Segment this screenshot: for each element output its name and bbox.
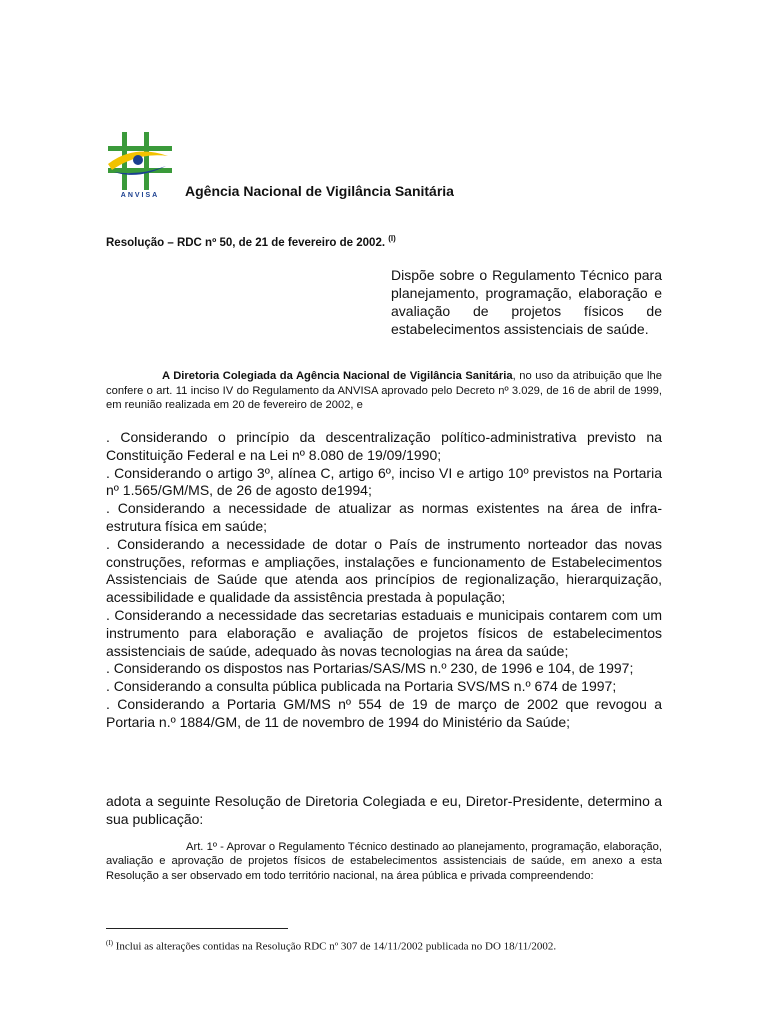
anvisa-cross-icon: [104, 130, 176, 192]
adota-paragraph: adota a seguinte Resolução de Diretoria Colegiada e eu, Diretor-Presidente, determino a sua publicação:: [106, 793, 662, 827]
preamble-bold: A Diretoria Colegiada da Agência Nacional de Vigilância Sanitária: [162, 370, 513, 382]
ementa: Dispõe sobre o Regulamento Técnico para planejamento, programação, elaboração e avaliação de projetos físicos de estabelecimentos assistenciais de saúde.: [391, 267, 662, 337]
resolution-title-text: Resolução – RDC nº 50, de 21 de fevereiro de 2002.: [106, 236, 386, 249]
footnote-text: Inclui as alterações contidas na Resolução RDC nº 307 de 14/11/2002 publicada no DO 18/11/2002.: [113, 940, 557, 953]
considerando-item: . Considerando a consulta pública publicada na Portaria SVS/MS n.º 674 de 1997;: [106, 678, 617, 695]
considerando-item: . Considerando o artigo 3º, alínea C, artigo 6º, inciso VI e artigo 10º previstos na Portaria nº 1.565/GM/MS, de 26 de agosto de1994;: [106, 464, 662, 499]
considerando-item: . Considerando a necessidade de dotar o País de instrumento norteador das novas construções, reformas e ampliações, instalações e funcionamento de Estabelecimentos Assistenciais de Saúde que atenda aos princípios de regionalização, hierarquização, acessibilidade e qualidade da assistência prestada à população;: [106, 535, 662, 606]
preamble: [106, 369, 662, 413]
logo-text: ANVISA: [120, 192, 160, 199]
considerando-item: . Considerando o princípio da descentralização político-administrativa previsto na Constituição Federal e na Lei nº 8.080 de 19/09/1990;: [106, 429, 662, 463]
article-1-text: Art. 1º - Aprovar o Regulamento Técnico destinado ao planejamento, programação, elaboração, avaliação e aprovação de projetos físicos de estabelecimentos assistenciais de saúde, em anexo a esta Resolução a ser observado em todo território nacional, na área pública e privada compreendendo:: [106, 841, 662, 882]
article-1: [106, 840, 662, 883]
agency-name: Agência Nacional de Vigilância Sanitária: [185, 183, 454, 199]
resolution-title: [106, 234, 396, 249]
preamble-text: , no uso da atribuição que lhe confere o art. 11 inciso IV do Regulamento da ANVISA aprovado pelo Decreto nº 3.029, de 16 de abril de 1999, em reunião realizada em 20 de fevereiro de 2002, e: [106, 370, 662, 411]
anvisa-logo: [104, 130, 176, 204]
considerando-item: . Considerando a Portaria GM/MS nº 554 de 19 de março de 2002 que revogou a Portaria n.º 1884/GM, de 11 de novembro de 1994 do Ministério da Saúde;: [106, 695, 662, 730]
footnote-divider: [106, 928, 288, 929]
considerandos-list: [106, 429, 662, 732]
considerando-item: . Considerando a necessidade de atualizar as normas existentes na área de infra-estrutura física em saúde;: [106, 500, 662, 534]
footnote-mark: (I): [106, 939, 113, 947]
resolution-footnote-mark: (I): [388, 234, 396, 243]
considerando-item: . Considerando os dispostos nas Portarias/SAS/MS n.º 230, de 1996 e 104, de 1997;: [106, 660, 634, 677]
footnote: [106, 936, 666, 954]
considerando-item: . Considerando a necessidade das secretarias estaduais e municipais contarem com um instrumento para elaboração e avaliação de projetos físicos de estabelecimentos assistenciais de saúde, adequado às novas tecnologias na área da saúde;: [106, 606, 662, 659]
